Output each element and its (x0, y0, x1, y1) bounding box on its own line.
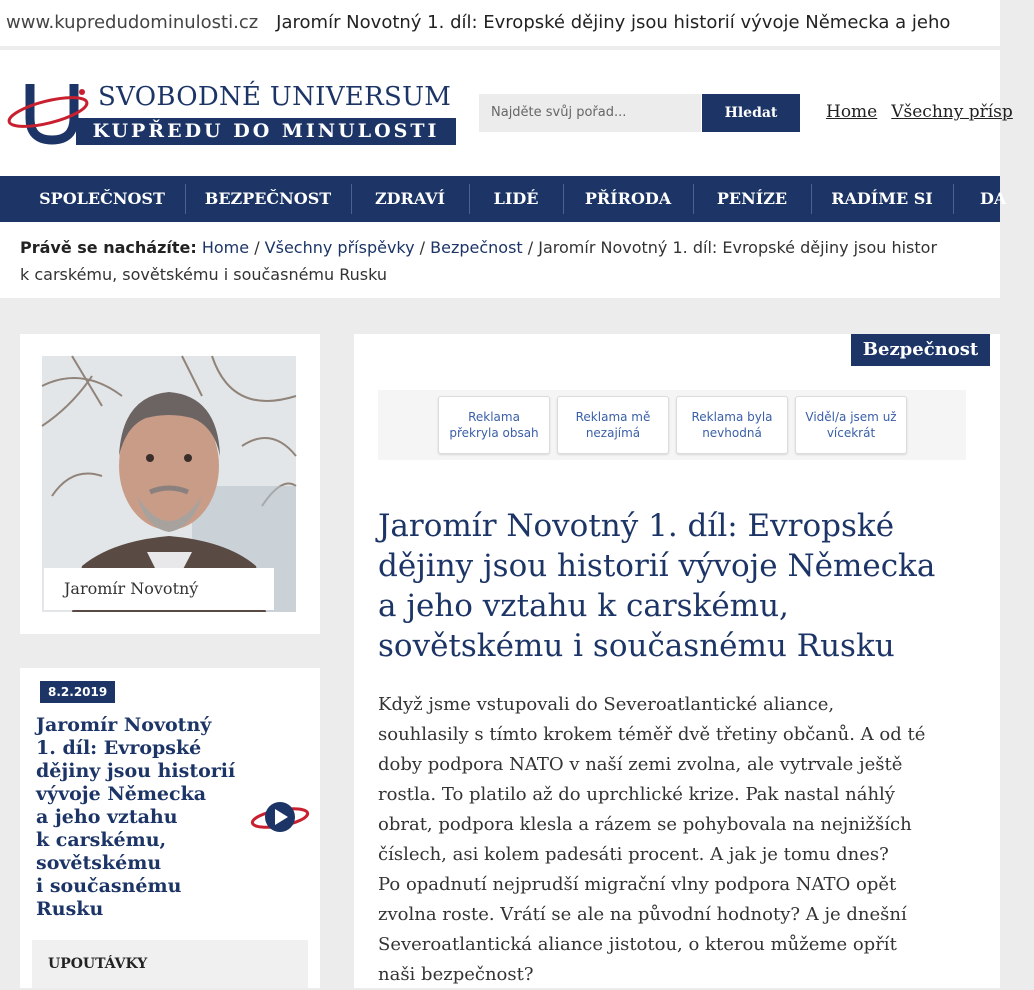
nav-item-lide[interactable]: LIDÉ (493, 189, 539, 208)
site-logo[interactable] (6, 78, 466, 148)
body-line: rostla. To platilo až do uprchlické krize. Pak nastal náhlý (378, 784, 895, 805)
nav-item-spolecnost[interactable]: SPOLEČNOST (39, 189, 165, 208)
sidebar-title-line: 1. díl: Evropské (36, 737, 202, 759)
ad-button-label: nevhodná (702, 426, 762, 440)
ad-button-label: Viděl/a jsem už (805, 410, 897, 424)
home-link[interactable]: Home (826, 102, 878, 122)
header-links (826, 102, 1027, 122)
all-posts-link[interactable]: Všechny přísp (891, 102, 1013, 122)
sidebar-title-line: Jaromír Novotný (36, 714, 212, 736)
breadcrumb-all-posts[interactable]: Všechny příspěvky (264, 238, 415, 257)
body-line: obrat, podpora klesla a rázem se pohybovala na nejnižších (378, 814, 912, 835)
sidebar-title-line: sovětskému (36, 852, 162, 874)
nav-item-more[interactable]: DA (980, 189, 1007, 208)
sidebar-title-line: vývoje Německa (36, 783, 207, 805)
breadcrumb-home[interactable]: Home (201, 238, 250, 257)
headline-line: a jeho vztahu k carskému, (378, 588, 789, 624)
breadcrumb-current: Jaromír Novotný 1. díl: Evropské dějiny jsou histor (538, 238, 938, 257)
article-headline (378, 506, 978, 666)
nav-item-zdravi[interactable]: ZDRAVÍ (375, 189, 445, 208)
sidebar-title-line: k carskému, (36, 829, 167, 851)
nav-item-bezpecnost[interactable]: BEZPEČNOST (204, 189, 332, 208)
author-name[interactable]: Jaromír Novotný (44, 568, 274, 610)
ad-feedback-covered-button[interactable] (438, 396, 550, 454)
article-perex (378, 690, 978, 990)
sidebar-article-title[interactable] (36, 714, 236, 921)
ad-button-label: Reklama (468, 410, 520, 424)
play-icon[interactable] (250, 796, 310, 838)
browser-title-bar (0, 0, 1000, 46)
nav-item-radime-si[interactable]: RADÍME SI (831, 189, 933, 208)
nav-item-penize[interactable]: PENÍZE (716, 189, 788, 208)
ad-feedback-seen-button[interactable] (795, 396, 907, 454)
site-header (0, 50, 1013, 176)
logo-subtitle: KUPŘEDU DO MINULOSTI (76, 118, 456, 145)
date-badge: 8.2.2019 (40, 681, 115, 703)
main-nav (0, 176, 1007, 222)
headline-line: Jaromír Novotný 1. díl: Evropské (378, 508, 895, 544)
body-line: zvolna roste. Vrátí se ale na původní hodnoty? A je dnešní (378, 904, 907, 925)
search-input[interactable]: Najděte svůj pořad... (479, 94, 701, 132)
nav-item-priroda[interactable]: PŘÍRODA (584, 189, 672, 208)
body-line: doby podpora NATO v naší zemi zvolna, ale vytrvale ještě (378, 754, 903, 775)
sidebar-title-line: i současnému (36, 875, 182, 897)
search-button[interactable]: Hledat (702, 94, 800, 132)
body-line: naši bezpečnost? (378, 964, 534, 985)
ad-button-label: Reklama byla (691, 410, 773, 424)
body-line: souhlasily s tímto krokem téměř dvě třetiny občanů. A od té (378, 724, 926, 745)
ad-feedback-not-interested-button[interactable] (557, 396, 669, 454)
breadcrumb-category[interactable]: Bezpečnost (430, 238, 523, 257)
body-line: Když jsme vstupovali do Severoatlantické aliance, (378, 694, 835, 715)
ad-button-label: překryla obsah (449, 426, 539, 440)
breadcrumb-label: Právě se nacházíte: (20, 238, 197, 257)
ad-feedback-inappropriate-button[interactable] (676, 396, 788, 454)
ad-button-label: nezajímá (585, 426, 641, 440)
ad-button-label: vícekrát (826, 426, 876, 440)
breadcrumb: Právě se nacházíte: Home / Všechny příspěvky / Bezpečnost / Jaromír Novotný 1. díl: Evropské dějiny jsou histor k carskému, sovětskému i současnému Rusku (0, 222, 1000, 298)
logo-title: SVOBODNÉ UNIVERSUM (98, 82, 452, 112)
body-line: Severoatlantická aliance jistotou, o kterou můžeme opřít (378, 934, 897, 955)
promo-heading: UPOUTÁVKY (32, 940, 308, 988)
sidebar-title-line: Rusku (36, 898, 104, 920)
ad-button-label: Reklama mě (575, 410, 651, 424)
headline-line: dějiny jsou historií vývoje Německa (378, 548, 936, 584)
sidebar-title-line: dějiny jsou historií (36, 760, 236, 782)
category-tag[interactable]: Bezpečnost (851, 334, 990, 366)
sidebar-title-line: a jeho vztahu (36, 806, 178, 828)
browser-url[interactable]: www.kupredudominulosti.cz (6, 12, 259, 33)
body-line: číslech, asi kolem padesáti procent. A jak je tomu dnes? (378, 844, 889, 865)
breadcrumb-current-continued: k carskému, sovětskému i současnému Rusku (20, 265, 388, 284)
headline-line: sovětskému i současnému Rusku (378, 628, 895, 664)
browser-page-title: Jaromír Novotný 1. díl: Evropské dějiny jsou historií vývoje Německa a jeho (276, 12, 951, 33)
body-line: Po opadnutí nejprudší migrační vlny podpora NATO opět (378, 874, 897, 895)
